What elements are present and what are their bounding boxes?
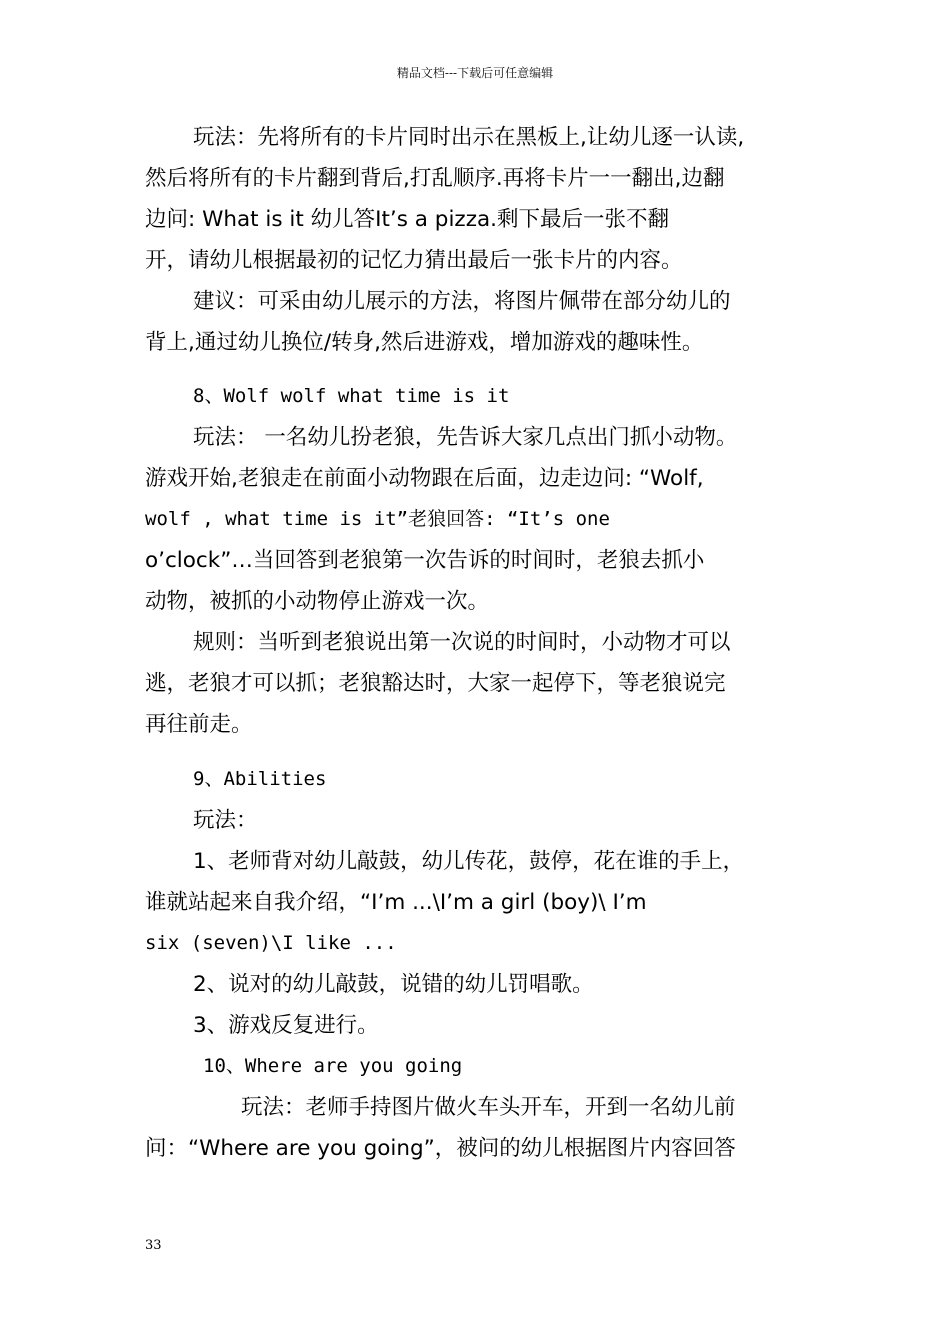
document-body xyxy=(145,117,810,1169)
section-9-item-line: 1、老师背对幼儿敲鼓，幼儿传花，鼓停，花在谁的手上， xyxy=(193,849,745,874)
suggestion-line: 建议：可采由幼儿展示的方法，将图片佩带在部分幼儿的 xyxy=(193,289,731,314)
play-rules-line: 玩法：先将所有的卡片同时出示在黑板上,让幼儿逐一认读, xyxy=(193,125,745,150)
section-8-play-line: 游戏开始,老狼走在前面小动物跟在后面，边走边问: “Wolf, xyxy=(145,466,704,491)
section-10-heading: 10、Where are you going xyxy=(203,1055,463,1077)
suggestion-line: 背上,通过幼儿换位/转身,然后进游戏，增加游戏的趣味性。 xyxy=(145,330,704,355)
section-8-play-line: 玩法： 一名幼儿扮老狼，先告诉大家几点出门抓小动物。 xyxy=(193,425,738,450)
section-10-play-line: 玩法：老师手持图片做火车头开车，开到一名幼儿前 xyxy=(241,1095,736,1120)
play-rules-line: 边问: What is it 幼儿答It’s a pizza.剩下最后一张不翻 xyxy=(145,207,670,232)
section-9-heading: 9、Abilities xyxy=(193,768,327,790)
section-8-play-line: o’clock”…当回答到老狼第一次告诉的时间时，老狼去抓小 xyxy=(145,548,705,573)
section-8-play-line: wolf , what time is it”老狼回答: “It’s one xyxy=(145,508,610,530)
play-rules-line: 然后将所有的卡片翻到背后,打乱顺序.再将卡片一一翻出,边翻 xyxy=(145,166,725,191)
section-8-rule-line: 再往前走。 xyxy=(145,712,253,737)
section-8-rule-line: 规则：当听到老狼说出第一次说的时间时，小动物才可以 xyxy=(193,630,731,655)
section-9-play-label: 玩法： xyxy=(193,808,258,833)
section-9-item-line: 谁就站起来自我介绍，“I’m ...\I’m a girl (boy)\ I’m xyxy=(145,890,647,915)
section-9-item-line: six (seven)\I like ... xyxy=(145,932,397,954)
section-10-play-line: 问：“Where are you going”，被问的幼儿根据图片内容回答 xyxy=(145,1136,736,1161)
section-9-item-2: 2、说对的幼儿敲鼓，说错的幼儿罚唱歌。 xyxy=(193,972,594,997)
section-8-rule-line: 逃，老狼才可以抓；老狼豁达时，大家一起停下，等老狼说完 xyxy=(145,671,726,696)
page-header: 精品文档---下载后可任意编辑 xyxy=(396,66,554,80)
section-8-heading: 8、Wolf wolf what time is it xyxy=(193,385,510,407)
section-9-item-3: 3、游戏反复进行。 xyxy=(193,1013,379,1038)
play-rules-line: 开，请幼儿根据最初的记忆力猜出最后一张卡片的内容。 xyxy=(145,248,683,273)
page-number: 33 xyxy=(145,1238,162,1253)
section-8-play-line: 动物，被抓的小动物停止游戏一次。 xyxy=(145,589,490,614)
